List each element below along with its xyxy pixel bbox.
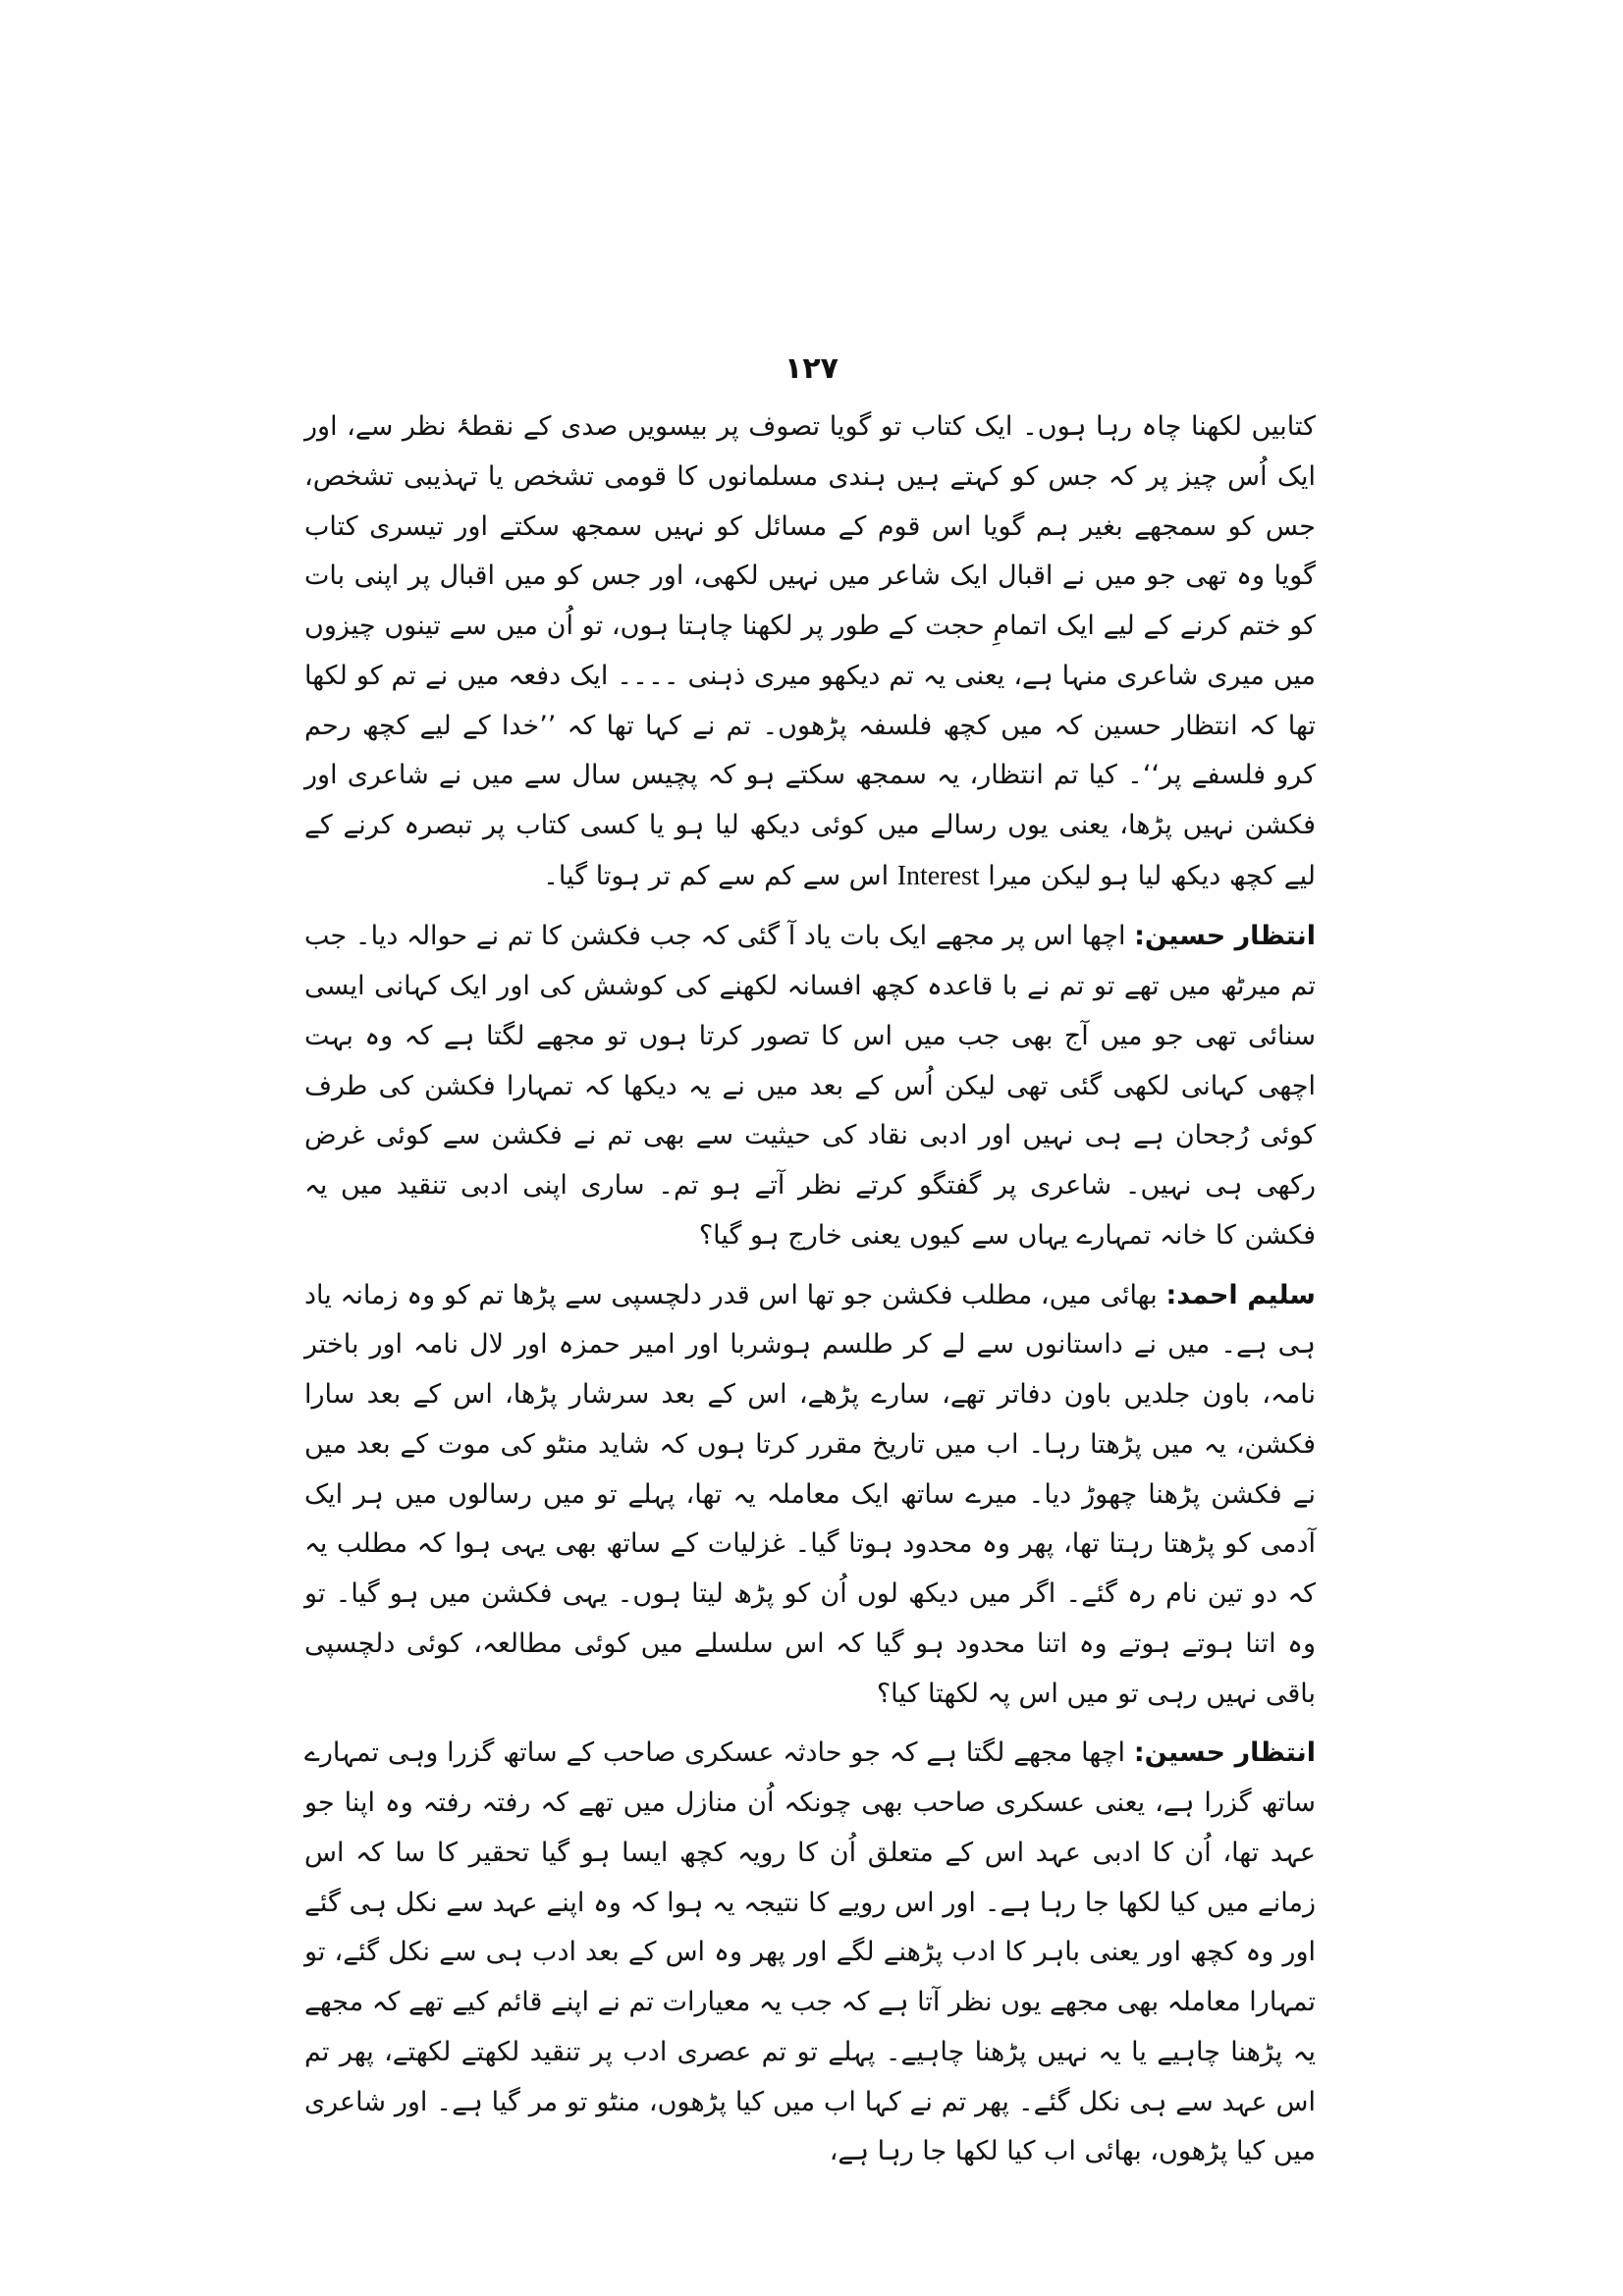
paragraph-text-end: اس سے کم سے کم تر ہوتا گیا۔ bbox=[543, 860, 897, 891]
paragraph-text: کتابیں لکھنا چاہ رہا ہوں۔ ایک کتاب تو گویا تصوف پر بیسویں صدی کے نقطۂ نظر سے، اور ایک اُس چیز پر کہ جس کو کہتے ہیں ہندی مسلمانوں کا قومی تشخص یا تہذیبی تشخص، جس کو سمجھے بغیر ہم گویا اس قوم کے مسائل کو نہیں سمجھ سکتے اور تیسری کتاب گویا وہ تھی جو میں نے اقبال ایک شاعر میں نہیں لکھی، اور جس کو میں اقبال پر اپنی بات کو ختم کرنے کے لیے ایک اتمامِ حجت کے طور پر لکھنا چاہتا ہوں، تو اُن میں سے تینوں چیزوں میں میری شاعری منہا ہے، یعنی یہ تم دیکھو میری ذہنی ۔۔۔۔ ایک دفعہ میں نے تم کو لکھا تھا کہ انتظار حسین کہ میں کچھ فلسفہ پڑھوں۔ تم نے کہا تھا کہ ’’خدا کے لیے کچھ رحم کرو فلسفے پر‘‘۔ کیا تم انتظار، یہ سمجھ سکتے ہو کہ پچیس سال سے میں نے شاعری اور فکشن نہیں پڑھا، یعنی یوں رسالے میں کوئی دیکھ لیا ہو یا کسی کتاب پر تبصرہ کرنے کے لیے کچھ دیکھ لیا ہو لیکن میرا bbox=[304, 411, 1316, 891]
speaker-name: انتظار حسین: bbox=[1134, 921, 1316, 952]
paragraph-text: بھائی میں، مطلب فکشن جو تھا اس قدر دلچسپی سے پڑھا تم کو وہ زمانہ یاد ہی ہے۔ میں نے داستانوں سے لے کر طلسم ہوشربا اور امیر حمزہ اور لال نامہ اور باختر نامہ، باون جلدیں باون دفاتر تھے، سارے پڑھے، اس کے بعد سرشار پڑھا، اس کے بعد سارا فکشن، یہ میں پڑھتا رہا۔ اب میں تاریخ مقرر کرتا ہوں کہ شاید منٹو کی موت کے بعد میں نے فکشن پڑھنا چھوڑ دیا۔ میرے ساتھ ایک معاملہ یہ تھا، پہلے تو میں رسالوں میں ہر ایک آدمی کو پڑھتا رہتا تھا، پھر وہ محدود ہوتا گیا۔ غزلیات کے ساتھ بھی یہی ہوا کہ مطلب یہ کہ دو تین نام رہ گئے۔ اگر میں دیکھ لوں اُن کو پڑھ لیتا ہوں۔ یہی فکشن میں ہو گیا۔ تو وہ اتنا ہوتے ہوتے وہ اتنا محدود ہو گیا کہ اس سلسلے میں کوئی مطالعہ، کوئی دلچسپی باقی نہیں رہی تو میں اس پہ لکھتا کیا؟ bbox=[304, 1279, 1316, 1709]
paragraph-intizar-1 bbox=[304, 912, 1316, 1260]
paragraph-text: اچھا اس پر مجھے ایک بات یاد آ گئی کہ جب فکشن کا تم نے حوالہ دیا۔ جب تم میرٹھ میں تھے تو تم نے با قاعدہ کچھ افسانہ لکھنے کی کوشش کی اور ایک کہانی ایسی سنائی تھی جو میں آج بھی جب میں اس کا تصور کرتا ہوں تو مجھے لگتا ہے کہ وہ بہت اچھی کہانی لکھی گئی تھی لیکن اُس کے بعد میں نے یہ دیکھا کہ تمہارا فکشن کی طرف کوئی رُجحان ہے ہی نہیں اور ادبی نقاد کی حیثیت سے بھی تم نے فکشن سے کوئی غرض رکھی ہی نہیں۔ شاعری پر گفتگو کرتے نظر آتے ہو تم۔ ساری اپنی ادبی تنقید میں یہ فکشن کا خانہ تمہارے یہاں سے کیوں یعنی خارج ہو گیا؟ bbox=[304, 921, 1316, 1251]
paragraph-intizar-2 bbox=[304, 1729, 1316, 2177]
speaker-name: سلیم احمد: bbox=[1165, 1279, 1316, 1310]
paragraph-saleem bbox=[304, 1271, 1316, 1720]
paragraph-text: اچھا مجھے لگتا ہے کہ جو حادثہ عسکری صاحب کے ساتھ گزرا وہی تمہارے ساتھ گزرا ہے، یعنی عسکری صاحب بھی چونکہ اُن منازل میں تھے کہ رفتہ رفتہ وہ اپنا جو عہد تھا، اُن کا ادبی عہد اس کے متعلق اُن کا رویہ کچھ ایسا ہو گیا تحقیر کا سا کہ اس زمانے میں کیا لکھا جا رہا ہے۔ اور اس رویے کا نتیجہ یہ ہوا کہ وہ اپنے عہد سے نکل ہی گئے اور وہ کچھ اور یعنی باہر کا ادب پڑھنے لگے اور پھر وہ اس کے بعد ادب ہی سے نکل گئے، تو تمہارا معاملہ بھی مجھے یوں نظر آتا ہے کہ جب یہ معیارات تم نے اپنے قائم کیے تھے کہ مجھے یہ پڑھنا چاہیے یا یہ نہیں پڑھنا چاہیے۔ پہلے تو تم عصری ادب پر تنقید لکھتے لکھتے، پھر تم اس عہد سے ہی نکل گئے۔ پھر تم نے کہا اب میں کیا پڑھوں، منٹو تو مر گیا ہے۔ اور شاعری میں کیا پڑھوں، بھائی اب کیا لکھا جا رہا ہے، bbox=[304, 1737, 1316, 2167]
page-body bbox=[304, 402, 1316, 2187]
page-number: ۱۲۷ bbox=[784, 351, 839, 386]
speaker-name: انتظار حسین: bbox=[1133, 1737, 1316, 1769]
paragraph-continuation bbox=[304, 402, 1316, 902]
english-word: Interest bbox=[896, 860, 980, 891]
